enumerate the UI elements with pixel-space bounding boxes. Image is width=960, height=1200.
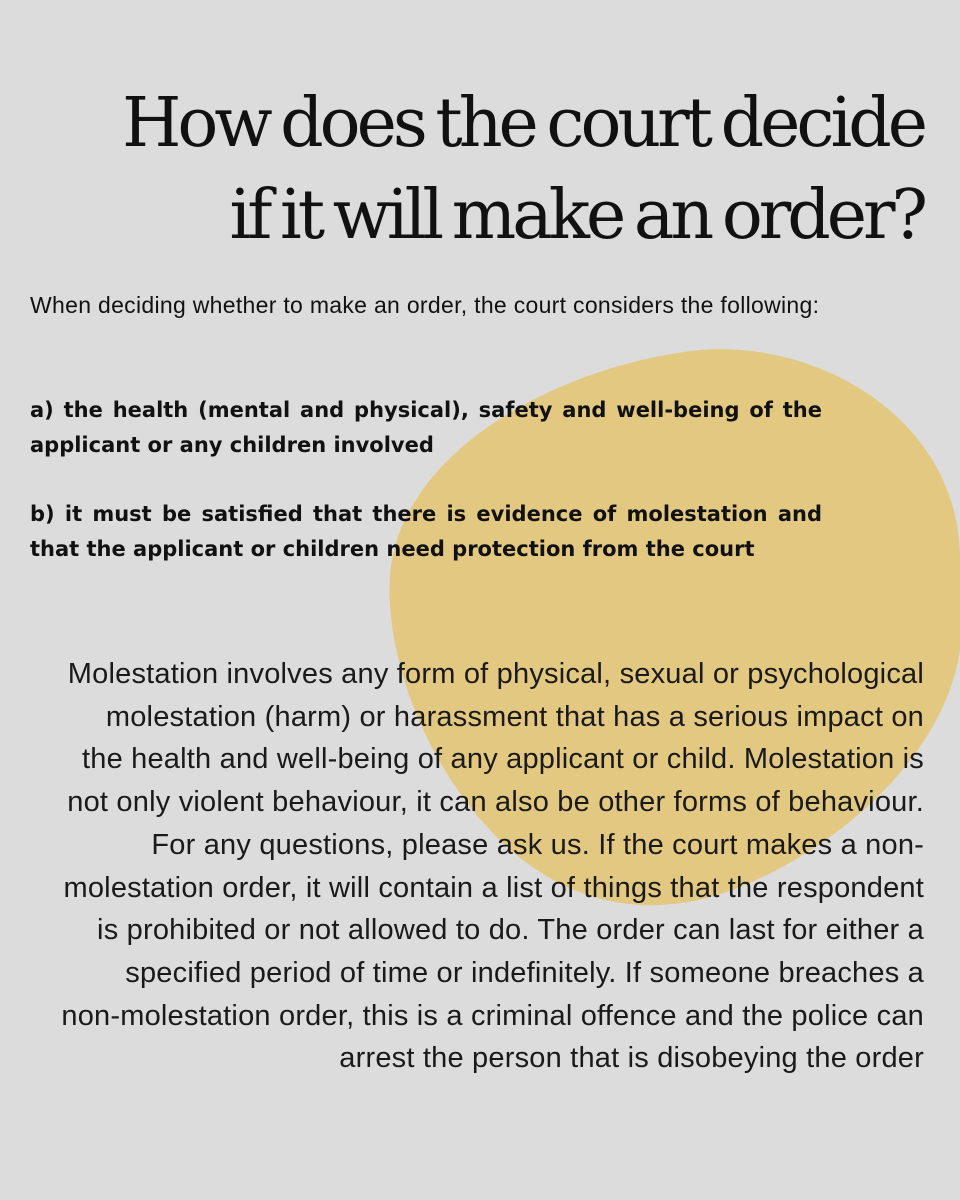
intro-text: When deciding whether to make an order, the court considers the following: <box>30 292 820 318</box>
criterion-a: a) the health (mental and physical), safety and well-being of the applicant or any children involved <box>30 398 822 457</box>
page-title: How does the court decide if it will make an order? <box>122 84 924 255</box>
molestation-explanation: Molestation involves any form of physical, sexual or psychological molestation (harm) or harassment that has a serious impact on the health and well-being of any applicant or child. Molestation is not only violent behaviour, it can also be other forms of behaviour. For any questions, please ask us. If the court makes a non-molestation order, it will contain a list of things that the respondent is prohibited or not allowed to do. The order can last for either a specified period of time or indefinitely. If someone breaches a non-molestation order, this is a criminal offence and the police can arrest the person that is disobeying the order <box>61 658 924 1075</box>
criterion-b: b) it must be satisfied that there is evidence of molestation and that the applicant or children need protection from the court <box>30 502 822 561</box>
